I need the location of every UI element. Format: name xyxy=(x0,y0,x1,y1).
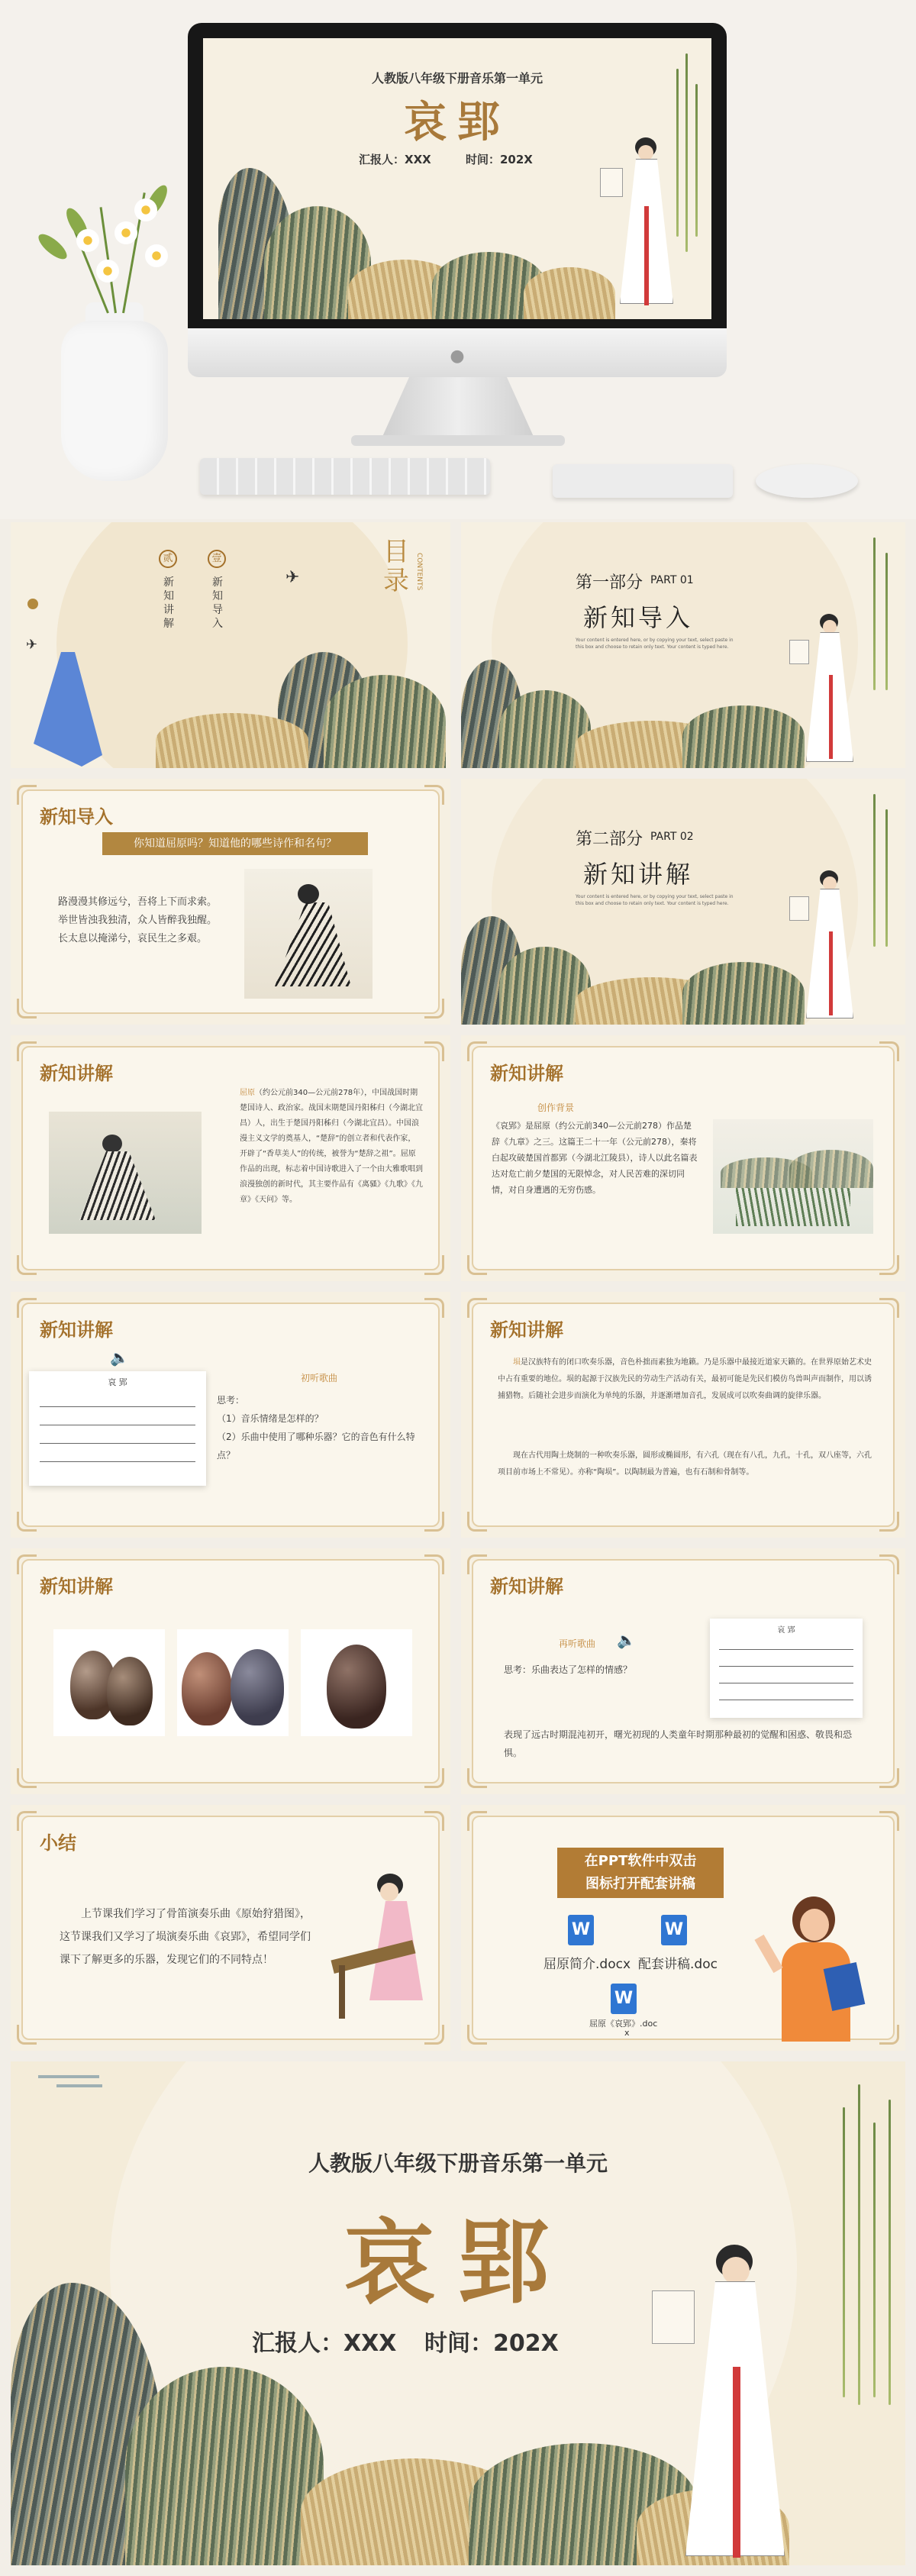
file-label-1[interactable]: 屈原简介.docx xyxy=(543,1957,631,1972)
speaker-icon[interactable]: 🔈 xyxy=(110,1348,129,1367)
willow xyxy=(873,537,876,690)
slide-listen-second[interactable] xyxy=(461,1548,905,1794)
toc-heading: 目录 xyxy=(383,537,409,596)
slide-listen-first[interactable] xyxy=(11,1292,450,1538)
intro-question: 你知道屈原吗？知道他的哪些诗作和名句？ xyxy=(102,832,368,855)
landscape-painting xyxy=(713,1119,873,1234)
scholar-figure xyxy=(652,2245,805,2565)
xun-title: 新知讲解 xyxy=(490,1319,563,1341)
qu-yuan-portrait xyxy=(244,869,373,999)
slide-files[interactable] xyxy=(461,1805,905,2051)
bg-text: 《哀郢》是屈原（约公元前340—公元前278）作品楚辞《九章》之三。这篇王二十一年（公元前278），秦将白起攻破楚国首都郢（今湖北江陵县），诗人以此名篇表达对危亡前夕楚国的无限悼念，对人民苦难的深切同情，对自身遭遇的无穷伤感。 xyxy=(492,1121,698,1195)
hero-subtitle: 人教版八年级下册音乐第一单元 xyxy=(371,71,543,86)
file-label-2[interactable]: 配套讲稿.doc xyxy=(638,1957,718,1972)
bird-icon: ✈ xyxy=(26,637,38,653)
willow xyxy=(885,809,888,947)
intro-title: 新知导入 xyxy=(40,806,113,828)
slide-toc[interactable] xyxy=(11,522,450,768)
listen1-title: 新知讲解 xyxy=(40,1319,113,1341)
xun-photo xyxy=(301,1629,412,1736)
mountain xyxy=(125,2367,324,2565)
presenter-figure xyxy=(759,1896,873,2042)
instruments-title: 新知讲解 xyxy=(40,1576,113,1597)
toc-item2-label[interactable]: 新知讲解 xyxy=(163,576,174,630)
guqin-player-figure xyxy=(331,1874,438,2026)
monitor-stand xyxy=(382,377,534,438)
vase-body xyxy=(61,321,168,481)
apple-logo-icon: ● xyxy=(450,347,465,366)
poem-line: 举世皆浊我独清，众人皆醉我独醒。 xyxy=(58,915,218,926)
hero-mockup xyxy=(0,0,916,519)
cloud-icon xyxy=(56,2084,102,2087)
music-score xyxy=(29,1371,206,1486)
toc-item1-number: 壹 xyxy=(208,550,226,568)
intro-lines xyxy=(58,893,256,948)
score-title: 哀 郢 xyxy=(777,1626,795,1635)
listen1-questions xyxy=(217,1391,431,1464)
end-reporter: 汇报人：XXX xyxy=(252,2330,397,2357)
mountain xyxy=(324,675,446,768)
flower xyxy=(96,260,119,282)
qu-yuan-painting xyxy=(49,1112,202,1234)
slide-background[interactable] xyxy=(461,1035,905,1281)
part2-label-en: PART 02 xyxy=(650,831,694,843)
hero-reporter: 汇报人：XXX xyxy=(359,153,431,166)
scholar-figure xyxy=(789,614,866,767)
mountain xyxy=(682,962,805,1025)
slide-part2[interactable] xyxy=(461,779,905,1025)
files-instruction: 在PPT软件中双击 图标打开配套讲稿 xyxy=(557,1848,724,1898)
end-time: 时间：202X xyxy=(424,2330,559,2357)
toc-item2-number: 贰 xyxy=(159,550,177,568)
xun-name: 埙 xyxy=(513,1358,521,1367)
monitor-screen xyxy=(203,38,711,319)
flower xyxy=(114,221,137,244)
cloud-icon xyxy=(38,2075,99,2078)
slide-qu-yuan[interactable] xyxy=(11,1035,450,1281)
listen1-heading: 初听歌曲 xyxy=(301,1373,338,1383)
bg-heading: 创作背景 xyxy=(537,1102,575,1113)
flower xyxy=(145,244,168,267)
slide-part1[interactable] xyxy=(461,522,905,768)
listen1-q1: （1）音乐情绪是怎样的？ xyxy=(217,1413,324,1424)
file-label-3-tail: x xyxy=(624,2028,630,2038)
trackpad xyxy=(553,464,733,498)
end-subtitle: 人教版八年级下册音乐第一单元 xyxy=(308,2151,608,2176)
word-doc-icon[interactable]: W xyxy=(661,1915,687,1945)
word-doc-icon[interactable]: W xyxy=(568,1915,594,1945)
leaf xyxy=(35,230,71,263)
end-title: 哀郢 xyxy=(344,2209,572,2316)
qu-bio-text: （约公元前340—公元前278年），中国战国时期楚国诗人、政治家。战国末期楚国丹阳秭归（今湖北宜昌）人，出生于楚国丹阳秭归（今湖北宜昌）。中国浪漫主义文学的奠基人，“楚辞”的创立者和代表作家，开辟了“香草美人”的传统，被誉为“楚辞之祖”。屈原作品的出现，标志着中国诗歌进入了一个由大雅歌唱到浪漫独创的新时代，其主要作品有《离骚》《九歌》《九章》《天问》等。 xyxy=(240,1089,423,1204)
poem-line: 长太息以掩涕兮，哀民生之多艰。 xyxy=(58,933,208,944)
listen1-think: 思考： xyxy=(217,1395,245,1406)
mountain xyxy=(156,713,308,768)
slide-intro[interactable] xyxy=(11,779,450,1025)
score-title: 哀 郢 xyxy=(108,1377,127,1387)
summary-text: 上节课我们学习了骨笛演奏乐曲《原始狩猎图》，这节课我们又学习了埙演奏乐曲《哀郢》，希望同学们课下了解更多的乐器，发现它们的不同特点！ xyxy=(60,1908,311,1966)
keyboard xyxy=(200,458,490,495)
monitor-base xyxy=(351,435,565,446)
slide-xun[interactable] xyxy=(461,1292,905,1538)
toc-item1-label[interactable]: 新知导入 xyxy=(212,576,223,630)
flower xyxy=(134,199,157,221)
hero-title: 哀郢 xyxy=(404,97,511,147)
mouse xyxy=(756,464,858,498)
qu-bio xyxy=(240,1086,423,1208)
flower xyxy=(76,229,99,252)
music-score xyxy=(710,1619,863,1718)
hero-time: 时间：202X xyxy=(466,153,533,166)
xun-p1: 埙是汉族特有的闭口吹奏乐器，音色朴拙而素独为地籁。乃是乐器中最接近道家天籁的。在世界原始艺术史中占有重要的地位。埙的起源于汉族先民的劳动生产活动有关，最初可能是先民们模仿鸟兽叫声而制作，用以诱捕猎物。后随社会进步而演化为单纯的乐器，并逐渐增加音孔，发展成可以吹奏曲调的旋律乐器。 xyxy=(498,1358,872,1400)
part2-title: 新知讲解 xyxy=(583,860,694,889)
listen2-heading: 再听歌曲 xyxy=(559,1638,596,1649)
scholar-figure xyxy=(600,137,684,313)
listen1-q2: （2）乐曲中使用了哪种乐器？它的音色有什么特点？ xyxy=(217,1432,415,1461)
listen2-think: 思考：乐曲表达了怎样的情感？ xyxy=(504,1664,633,1675)
file-label-3[interactable]: 屈原《哀郢》.doc xyxy=(589,2019,658,2029)
slide-end[interactable] xyxy=(11,2061,905,2565)
slide-instruments[interactable] xyxy=(11,1548,450,1794)
speaker-icon[interactable]: 🔈 xyxy=(617,1631,636,1649)
bird-icon: ✈ xyxy=(285,568,300,587)
mountain xyxy=(682,705,805,768)
willow xyxy=(873,794,876,947)
xun-p2: 现在古代用陶土烧制的一种吹奏乐器，圆形或椭圆形，有六孔（现在有八孔，九孔，十孔，双八座等，六孔项目前市场上不常见）。亦称“陶埙”。以陶制最为普遍，也有石制和骨制等。 xyxy=(498,1451,872,1477)
monitor xyxy=(188,23,727,347)
part1-label: 第一部分 xyxy=(576,573,643,592)
xun-photo xyxy=(177,1629,289,1736)
listen2-text: 表现了远古时期混沌初开，曙光初现的人类童年时期那种最初的觉醒和困惑、敬畏和恐惧。 xyxy=(504,1729,853,1758)
qu-name: 屈原 xyxy=(240,1089,255,1097)
listen2-title: 新知讲解 xyxy=(490,1576,563,1597)
part1-label-en: PART 01 xyxy=(650,574,694,586)
poem-line: 路漫漫其修远兮，吾将上下而求索。 xyxy=(58,896,218,908)
slide-summary[interactable] xyxy=(11,1805,450,2051)
scholar-figure xyxy=(789,870,866,1023)
word-doc-icon[interactable]: W xyxy=(611,1984,637,2014)
part2-label: 第二部分 xyxy=(576,830,643,849)
bg-title: 新知讲解 xyxy=(490,1063,563,1084)
willow xyxy=(885,553,888,690)
summary-title: 小结 xyxy=(40,1832,76,1854)
xun-photo xyxy=(53,1629,165,1736)
part2-desc: Your content is entered here, or by copying your text, select paste in this box and choose to retain only text. Your content is typed here. xyxy=(576,894,734,906)
part1-desc: Your content is entered here, or by copying your text, select paste in this box and choose to retain only text. Your content is typed here. xyxy=(576,638,734,650)
part1-title: 新知导入 xyxy=(583,603,694,632)
qu-title: 新知讲解 xyxy=(40,1063,113,1084)
toc-heading-en: CONTENTS xyxy=(415,553,423,591)
dot-icon xyxy=(27,599,38,609)
